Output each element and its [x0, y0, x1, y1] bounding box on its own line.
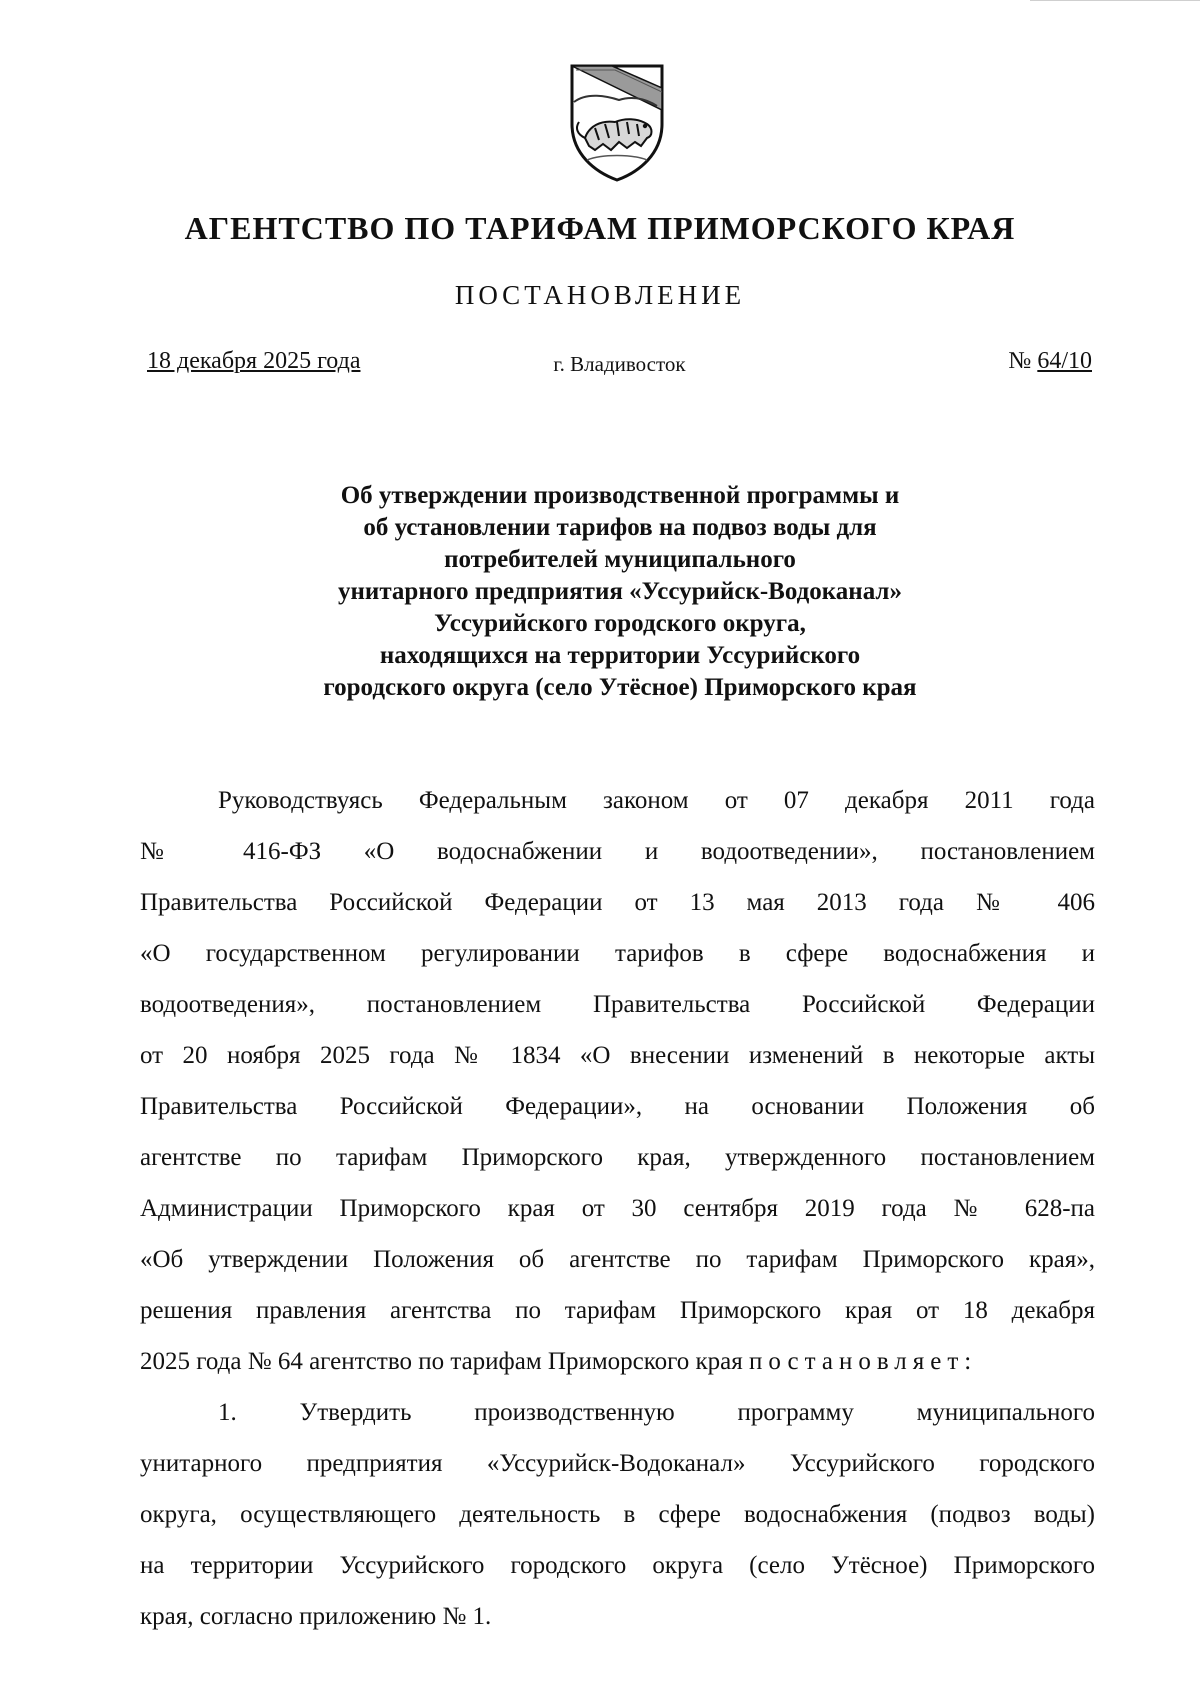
- document-date: 18 декабря 2025 года: [147, 348, 361, 374]
- document-city: г. Владивосток: [553, 352, 686, 376]
- document-number: [1008, 348, 1092, 375]
- body-line: «О государственном регулировании тарифов в сфере водоснабжения и: [140, 940, 1095, 967]
- clause-1-line: края, согласно приложению № 1.: [140, 1603, 492, 1630]
- agency-name: АГЕНТСТВО ПО ТАРИФАМ ПРИМОРСКОГО КРАЯ: [184, 210, 1016, 246]
- resolution-colon: :: [964, 1348, 972, 1375]
- title-line: об установлении тарифов на подвоз воды для: [363, 514, 877, 541]
- body-line: № 416-ФЗ «О водоснабжении и водоотведении», постановлением: [140, 838, 1095, 865]
- body-line: агентстве по тарифам Приморского края, утвержденного постановлением: [140, 1144, 1095, 1171]
- title-line: Об утверждении производственной программы и: [340, 482, 900, 509]
- body-line: решения правления агентства по тарифам Приморского края от 18 декабря: [140, 1297, 1095, 1324]
- body-line-last: [140, 1336, 1095, 1387]
- resolution-word: постановляет: [749, 1348, 965, 1375]
- document-meta: [147, 348, 1092, 382]
- body-line: Руководствуясь Федеральным законом от 07 декабря 2011 года: [218, 787, 1095, 814]
- title-line: унитарного предприятия «Уссурийск-Водоканал»: [338, 578, 902, 605]
- clause-1-line: округа, осуществляющего деятельность в сфере водоснабжения (подвоз воды): [140, 1501, 1095, 1528]
- title-line: городского округа (село Утёсное) Приморского края: [323, 674, 917, 701]
- document-type: ПОСТАНОВЛЕНИЕ: [454, 280, 746, 310]
- clause-1-line: на территории Уссурийского городского округа (село Утёсное) Приморского: [140, 1552, 1095, 1579]
- document-title: [150, 480, 1090, 704]
- body-line: «Об утверждении Положения об агентстве по тарифам Приморского края»,: [140, 1246, 1095, 1273]
- resolution-phrase: 2025 года № 64 агентство по тарифам Приморского края: [140, 1348, 750, 1375]
- clause-1-line: унитарного предприятия «Уссурийск-Водоканал» Уссурийского городского: [140, 1450, 1095, 1477]
- body-line: Правительства Российской Федерации от 13 мая 2013 года № 406: [140, 889, 1095, 916]
- scan-edge-line: [1030, 0, 1200, 1]
- number-prefix: №: [1008, 348, 1038, 374]
- body-line: водоотведения», постановлением Правительства Российской Федерации: [140, 991, 1095, 1018]
- title-line: Уссурийского городского округа,: [434, 610, 806, 637]
- document-body: [140, 775, 1095, 1642]
- title-line: находящихся на территории Уссурийского: [379, 642, 861, 669]
- body-line: Администрации Приморского края от 30 сентября 2019 года № 628-па: [140, 1195, 1095, 1222]
- number-value: 64/10: [1037, 348, 1092, 374]
- body-line: Правительства Российской Федерации», на основании Положения об: [140, 1093, 1095, 1120]
- clause-1-line: 1. Утвердить производственную программу муниципального: [218, 1399, 1095, 1426]
- body-line: от 20 ноября 2025 года № 1834 «О внесении изменений в некоторые акты: [140, 1042, 1095, 1069]
- coat-of-arms-icon: [567, 62, 667, 182]
- title-line: потребителей муниципального: [444, 546, 796, 573]
